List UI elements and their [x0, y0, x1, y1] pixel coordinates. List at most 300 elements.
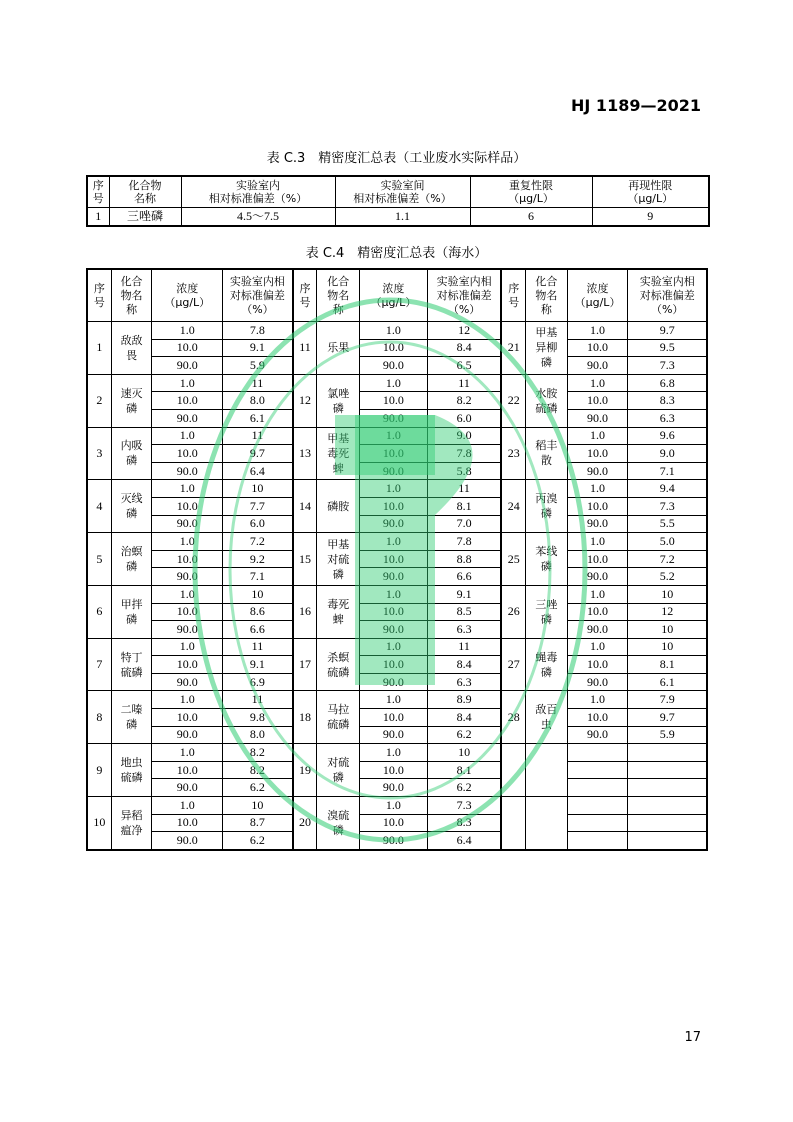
rsd-cell: 8.0	[223, 726, 293, 744]
rsd-cell: 6.1	[223, 409, 293, 427]
concentration-cell: 90.0	[359, 621, 427, 639]
empty-cell	[567, 797, 628, 815]
rsd-cell: 6.4	[223, 462, 293, 480]
compound-name: 丙溴 磷	[526, 480, 568, 533]
rsd-cell: 8.6	[223, 603, 293, 621]
concentration-cell: 90.0	[567, 568, 628, 586]
concentration-cell: 10.0	[359, 814, 427, 832]
compound-name: 异稻 瘟净	[111, 797, 152, 850]
empty-cell	[628, 761, 707, 779]
empty-cell	[501, 744, 525, 797]
rsd-cell: 8.0	[223, 392, 293, 410]
compound-number: 13	[293, 427, 317, 480]
compound-name: 地虫 硫磷	[111, 744, 152, 797]
rsd-cell: 7.1	[628, 462, 707, 480]
rsd-cell: 5.8	[427, 462, 501, 480]
rsd-cell: 10	[628, 585, 707, 603]
concentration-cell: 10.0	[152, 814, 223, 832]
rsd-cell: 9.7	[628, 709, 707, 727]
compound-number: 6	[87, 585, 111, 638]
rsd-cell: 6.0	[223, 515, 293, 533]
rsd-cell: 12	[427, 322, 501, 340]
table-c3-header-cell: 化合物 名称	[109, 176, 181, 208]
table-row	[87, 691, 707, 709]
compound-name: 氯唑 磷	[317, 374, 360, 427]
concentration-cell: 1.0	[152, 797, 223, 815]
concentration-cell: 90.0	[359, 462, 427, 480]
concentration-cell: 1.0	[567, 427, 628, 445]
compound-number: 15	[293, 533, 317, 586]
table-c3-caption: 表 C.3 精密度汇总表（工业废水实际样品）	[266, 151, 527, 166]
compound-name: 磷胺	[317, 480, 360, 533]
table-row	[87, 392, 707, 410]
concentration-cell: 90.0	[152, 726, 223, 744]
table-cell: 4.5～7.5	[181, 208, 335, 227]
table-c4-caption: 表 C.4 精密度汇总表（海水）	[305, 246, 488, 261]
rsd-cell: 9.1	[427, 585, 501, 603]
table-c3-header-cell: 实验室内 相对标准偏差（%）	[181, 176, 335, 208]
compound-number: 23	[501, 427, 525, 480]
compound-number: 12	[293, 374, 317, 427]
concentration-cell: 10.0	[152, 761, 223, 779]
rsd-cell: 7.8	[223, 322, 293, 340]
compound-name: 甲基 毒死 蜱	[317, 427, 360, 480]
concentration-cell: 90.0	[359, 726, 427, 744]
concentration-cell: 1.0	[567, 322, 628, 340]
table-cell: 三唑磷	[109, 208, 181, 227]
compound-name: 苯线 磷	[526, 533, 568, 586]
rsd-cell: 7.3	[628, 357, 707, 375]
compound-number: 11	[293, 322, 317, 375]
rsd-cell: 6.3	[427, 621, 501, 639]
concentration-cell: 1.0	[359, 480, 427, 498]
concentration-cell: 10.0	[567, 603, 628, 621]
table-row	[87, 832, 707, 850]
concentration-cell: 1.0	[152, 322, 223, 340]
compound-number: 28	[501, 691, 525, 744]
table-row	[87, 585, 707, 603]
concentration-cell: 90.0	[359, 673, 427, 691]
compound-name: 甲基 异柳 磷	[526, 322, 568, 375]
rsd-cell: 9.7	[628, 322, 707, 340]
compound-name: 三唑 磷	[526, 585, 568, 638]
table-row	[87, 814, 707, 832]
rsd-cell: 6.2	[427, 779, 501, 797]
table-c4-header-cell: 浓度 （μg/L）	[359, 269, 427, 322]
table-row	[87, 656, 707, 674]
rsd-cell: 6.2	[223, 779, 293, 797]
concentration-cell: 1.0	[567, 638, 628, 656]
compound-number: 21	[501, 322, 525, 375]
rsd-cell: 8.9	[427, 691, 501, 709]
table-c4-header-cell: 序 号	[501, 269, 525, 322]
empty-cell	[501, 797, 525, 850]
table-c4-header-cell: 序 号	[87, 269, 111, 322]
concentration-cell: 10.0	[152, 497, 223, 515]
table-row	[87, 638, 707, 656]
concentration-cell: 10.0	[359, 392, 427, 410]
rsd-cell: 11	[427, 638, 501, 656]
compound-name: 甲基 对硫 磷	[317, 533, 360, 586]
rsd-cell: 7.1	[223, 568, 293, 586]
compound-name: 杀螟 硫磷	[317, 638, 360, 691]
rsd-cell: 11	[223, 427, 293, 445]
table-c3-header-cell: 再现性限 （μg/L）	[592, 176, 709, 208]
rsd-cell: 11	[427, 374, 501, 392]
rsd-cell: 5.5	[628, 515, 707, 533]
rsd-cell: 8.3	[628, 392, 707, 410]
table-row	[87, 779, 707, 797]
compound-name: 内吸 磷	[111, 427, 152, 480]
compound-name: 水胺 硫磷	[526, 374, 568, 427]
concentration-cell: 90.0	[152, 832, 223, 850]
concentration-cell: 90.0	[567, 409, 628, 427]
concentration-cell: 90.0	[152, 515, 223, 533]
rsd-cell: 10	[223, 585, 293, 603]
table-row	[87, 709, 707, 727]
standard-code: HJ 1189—2021	[571, 96, 701, 115]
rsd-cell: 5.9	[628, 726, 707, 744]
rsd-cell: 6.4	[427, 832, 501, 850]
empty-cell	[567, 761, 628, 779]
rsd-cell: 10	[223, 480, 293, 498]
table-row	[87, 427, 707, 445]
rsd-cell: 9.4	[628, 480, 707, 498]
empty-cell	[628, 814, 707, 832]
table-c4-header-cell: 化合 物名 称	[317, 269, 360, 322]
empty-cell	[567, 814, 628, 832]
compound-number: 1	[87, 322, 111, 375]
concentration-cell: 1.0	[152, 585, 223, 603]
concentration-cell: 1.0	[359, 585, 427, 603]
rsd-cell: 6.6	[427, 568, 501, 586]
compound-number: 7	[87, 638, 111, 691]
rsd-cell: 11	[223, 638, 293, 656]
compound-number: 5	[87, 533, 111, 586]
concentration-cell: 90.0	[152, 568, 223, 586]
table-row	[87, 208, 709, 227]
compound-number: 8	[87, 691, 111, 744]
rsd-cell: 6.3	[427, 673, 501, 691]
rsd-cell: 9.1	[223, 656, 293, 674]
compound-name: 速灭 磷	[111, 374, 152, 427]
compound-name: 毒死 蜱	[317, 585, 360, 638]
concentration-cell: 10.0	[567, 550, 628, 568]
concentration-cell: 1.0	[359, 322, 427, 340]
concentration-cell: 1.0	[359, 744, 427, 762]
table-c3-header-cell: 序 号	[87, 176, 109, 208]
compound-name: 蝇毒 磷	[526, 638, 568, 691]
table-c3-header-cell: 重复性限 （μg/L）	[470, 176, 592, 208]
rsd-cell: 5.2	[628, 568, 707, 586]
compound-number: 25	[501, 533, 525, 586]
table-row	[87, 726, 707, 744]
rsd-cell: 10	[628, 638, 707, 656]
concentration-cell: 1.0	[152, 480, 223, 498]
table-row	[87, 445, 707, 463]
table-cell: 1.1	[335, 208, 470, 227]
concentration-cell: 90.0	[567, 357, 628, 375]
rsd-cell: 6.0	[427, 409, 501, 427]
concentration-cell: 90.0	[567, 621, 628, 639]
concentration-cell: 10.0	[567, 339, 628, 357]
rsd-cell: 12	[628, 603, 707, 621]
concentration-cell: 1.0	[567, 374, 628, 392]
table-c4-header-cell: 浓度 （μg/L）	[152, 269, 223, 322]
concentration-cell: 90.0	[152, 357, 223, 375]
compound-number: 24	[501, 480, 525, 533]
rsd-cell: 8.7	[223, 814, 293, 832]
empty-cell	[567, 744, 628, 762]
table-c4-header-cell: 浓度 （μg/L）	[567, 269, 628, 322]
rsd-cell: 7.8	[427, 445, 501, 463]
empty-cell	[567, 779, 628, 797]
concentration-cell: 1.0	[567, 691, 628, 709]
table-c4-header-cell: 实验室内相 对标准偏差 （%）	[427, 269, 501, 322]
table-c3-header-cell: 实验室间 相对标准偏差（%）	[335, 176, 470, 208]
rsd-cell: 8.4	[427, 339, 501, 357]
compound-name: 稻丰 散	[526, 427, 568, 480]
rsd-cell: 10	[628, 621, 707, 639]
compound-name: 二嗪 磷	[111, 691, 152, 744]
concentration-cell: 1.0	[152, 427, 223, 445]
empty-cell	[567, 832, 628, 850]
precision-table-wastewater	[86, 175, 710, 227]
rsd-cell: 7.2	[223, 533, 293, 551]
concentration-cell: 10.0	[359, 603, 427, 621]
concentration-cell: 10.0	[567, 445, 628, 463]
compound-number: 2	[87, 374, 111, 427]
rsd-cell: 7.3	[427, 797, 501, 815]
rsd-cell: 7.0	[427, 515, 501, 533]
table-row	[87, 568, 707, 586]
concentration-cell: 10.0	[152, 709, 223, 727]
empty-cell	[628, 779, 707, 797]
rsd-cell: 8.5	[427, 603, 501, 621]
table-row	[87, 462, 707, 480]
table-row	[87, 357, 707, 375]
empty-cell	[526, 797, 568, 850]
table-cell: 6	[470, 208, 592, 227]
table-row	[87, 322, 707, 340]
compound-number: 17	[293, 638, 317, 691]
concentration-cell: 1.0	[567, 480, 628, 498]
rsd-cell: 6.2	[427, 726, 501, 744]
concentration-cell: 90.0	[359, 779, 427, 797]
compound-name: 特丁 硫磷	[111, 638, 152, 691]
concentration-cell: 90.0	[359, 515, 427, 533]
rsd-cell: 8.8	[427, 550, 501, 568]
table-row	[87, 744, 707, 762]
empty-cell	[628, 797, 707, 815]
compound-name: 马拉 硫磷	[317, 691, 360, 744]
rsd-cell: 8.3	[427, 814, 501, 832]
table-c3-header-row	[87, 176, 709, 208]
rsd-cell: 5.0	[628, 533, 707, 551]
concentration-cell: 10.0	[152, 550, 223, 568]
table-row	[87, 797, 707, 815]
rsd-cell: 6.1	[628, 673, 707, 691]
concentration-cell: 1.0	[359, 691, 427, 709]
rsd-cell: 10	[427, 744, 501, 762]
rsd-cell: 7.9	[628, 691, 707, 709]
compound-number: 16	[293, 585, 317, 638]
concentration-cell: 10.0	[567, 497, 628, 515]
table-c4-header-row	[87, 269, 707, 322]
concentration-cell: 90.0	[567, 515, 628, 533]
rsd-cell: 5.9	[223, 357, 293, 375]
concentration-cell: 10.0	[152, 656, 223, 674]
concentration-cell: 90.0	[567, 462, 628, 480]
rsd-cell: 8.2	[427, 392, 501, 410]
table-row	[87, 761, 707, 779]
compound-name: 灭线 磷	[111, 480, 152, 533]
rsd-cell: 8.4	[427, 709, 501, 727]
rsd-cell: 6.3	[628, 409, 707, 427]
rsd-cell: 8.1	[427, 761, 501, 779]
table-row	[87, 603, 707, 621]
rsd-cell: 7.3	[628, 497, 707, 515]
concentration-cell: 10.0	[152, 603, 223, 621]
compound-number: 14	[293, 480, 317, 533]
rsd-cell: 7.8	[427, 533, 501, 551]
concentration-cell: 90.0	[567, 726, 628, 744]
table-c4-header-cell: 序 号	[293, 269, 317, 322]
concentration-cell: 10.0	[567, 709, 628, 727]
compound-number: 10	[87, 797, 111, 850]
table-c4-header-cell: 化合 物名 称	[526, 269, 568, 322]
concentration-cell: 10.0	[567, 656, 628, 674]
concentration-cell: 10.0	[359, 761, 427, 779]
table-row	[87, 409, 707, 427]
concentration-cell: 10.0	[359, 339, 427, 357]
rsd-cell: 9.5	[628, 339, 707, 357]
table-row	[87, 497, 707, 515]
rsd-cell: 8.1	[427, 497, 501, 515]
compound-number: 22	[501, 374, 525, 427]
compound-name: 乐果	[317, 322, 360, 375]
compound-number: 3	[87, 427, 111, 480]
rsd-cell: 9.0	[628, 445, 707, 463]
concentration-cell: 10.0	[567, 392, 628, 410]
table-row	[87, 673, 707, 691]
compound-name: 治螟 磷	[111, 533, 152, 586]
concentration-cell: 90.0	[359, 832, 427, 850]
table-cell: 1	[87, 208, 109, 227]
compound-name: 甲拌 磷	[111, 585, 152, 638]
concentration-cell: 10.0	[152, 392, 223, 410]
empty-cell	[628, 744, 707, 762]
table-c4-header-cell: 化合 物名 称	[111, 269, 152, 322]
concentration-cell: 10.0	[359, 445, 427, 463]
table-row	[87, 339, 707, 357]
concentration-cell: 10.0	[359, 497, 427, 515]
rsd-cell: 6.9	[223, 673, 293, 691]
empty-cell	[526, 744, 568, 797]
rsd-cell: 8.2	[223, 744, 293, 762]
concentration-cell: 90.0	[567, 673, 628, 691]
rsd-cell: 9.1	[223, 339, 293, 357]
rsd-cell: 6.2	[223, 832, 293, 850]
concentration-cell: 1.0	[152, 533, 223, 551]
concentration-cell: 90.0	[152, 621, 223, 639]
rsd-cell: 6.8	[628, 374, 707, 392]
table-row	[87, 533, 707, 551]
rsd-cell: 6.6	[223, 621, 293, 639]
compound-name: 敌百 虫	[526, 691, 568, 744]
concentration-cell: 1.0	[152, 691, 223, 709]
rsd-cell: 11	[223, 374, 293, 392]
concentration-cell: 90.0	[152, 779, 223, 797]
concentration-cell: 90.0	[152, 673, 223, 691]
empty-cell	[628, 832, 707, 850]
rsd-cell: 7.2	[628, 550, 707, 568]
concentration-cell: 1.0	[567, 585, 628, 603]
rsd-cell: 8.1	[628, 656, 707, 674]
concentration-cell: 1.0	[359, 797, 427, 815]
concentration-cell: 10.0	[359, 656, 427, 674]
concentration-cell: 10.0	[152, 445, 223, 463]
rsd-cell: 9.8	[223, 709, 293, 727]
table-cell: 9	[592, 208, 709, 227]
concentration-cell: 1.0	[152, 744, 223, 762]
rsd-cell: 9.6	[628, 427, 707, 445]
table-row	[87, 374, 707, 392]
compound-name: 敌敌 畏	[111, 322, 152, 375]
concentration-cell: 90.0	[359, 568, 427, 586]
rsd-cell: 9.7	[223, 445, 293, 463]
table-row	[87, 550, 707, 568]
concentration-cell: 1.0	[567, 533, 628, 551]
compound-name: 对硫 磷	[317, 744, 360, 797]
page-number: 17	[684, 1030, 701, 1045]
concentration-cell: 10.0	[359, 709, 427, 727]
table-row	[87, 480, 707, 498]
compound-number: 19	[293, 744, 317, 797]
precision-table-seawater	[86, 268, 708, 851]
rsd-cell: 7.7	[223, 497, 293, 515]
rsd-cell: 8.4	[427, 656, 501, 674]
concentration-cell: 1.0	[152, 374, 223, 392]
concentration-cell: 90.0	[359, 409, 427, 427]
concentration-cell: 1.0	[359, 638, 427, 656]
rsd-cell: 9.2	[223, 550, 293, 568]
concentration-cell: 1.0	[152, 638, 223, 656]
compound-name: 溴硫 磷	[317, 797, 360, 850]
table-c4-header-cell: 实验室内相 对标准偏差 （%）	[628, 269, 707, 322]
rsd-cell: 11	[223, 691, 293, 709]
rsd-cell: 11	[427, 480, 501, 498]
rsd-cell: 6.5	[427, 357, 501, 375]
table-row	[87, 515, 707, 533]
rsd-cell: 8.2	[223, 761, 293, 779]
concentration-cell: 1.0	[359, 427, 427, 445]
compound-number: 9	[87, 744, 111, 797]
concentration-cell: 90.0	[359, 357, 427, 375]
compound-number: 27	[501, 638, 525, 691]
compound-number: 18	[293, 691, 317, 744]
concentration-cell: 1.0	[359, 374, 427, 392]
concentration-cell: 90.0	[152, 409, 223, 427]
compound-number: 26	[501, 585, 525, 638]
concentration-cell: 10.0	[152, 339, 223, 357]
compound-number: 20	[293, 797, 317, 850]
table-row	[87, 621, 707, 639]
compound-number: 4	[87, 480, 111, 533]
rsd-cell: 9.0	[427, 427, 501, 445]
rsd-cell: 10	[223, 797, 293, 815]
table-c4-header-cell: 实验室内相 对标准偏差 （%）	[223, 269, 293, 322]
